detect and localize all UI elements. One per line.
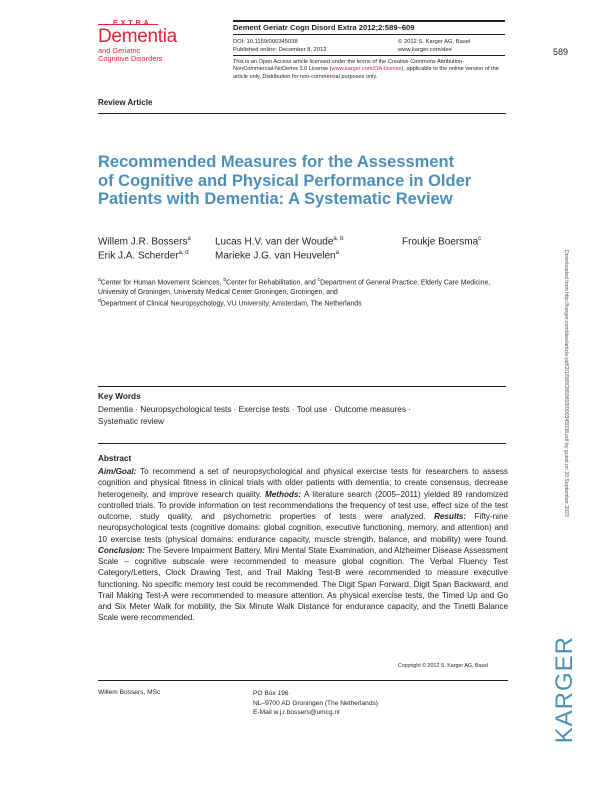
copyright-header: © 2012 S. Karger AG, Basel [398,39,471,45]
author-name: Erik J.A. Scherder [98,250,179,262]
article-type: Review Article [98,98,153,107]
author-affil: a, b [333,236,344,242]
abstract-text-aim: To recommend a set of neuropsychological and physical exercise tests for researchers to assess cognition and physical fitness in clinical trials with older patients with dementia; to create consensus, decrease heterogeneity, and improve research quality. [98,467,508,499]
open-access-text: This is an Open Access article licensed under the terms of the Creative Commons Attribution-NonCommercial-NoDerivs 3.0 License ( [233,59,465,73]
author-line-1c [402,236,481,247]
article-type-rule [98,113,506,114]
footer-rule [98,680,508,681]
author-line-1b [215,236,343,247]
doi: DOI: 10.1159/000345038 [233,39,298,45]
abstract-label-results: Results: [434,512,467,521]
author-line-2b [215,250,339,261]
author-affil: c [478,236,482,242]
open-access-notice [233,59,505,81]
abstract-label-aim: Aim/Goal: [98,467,137,476]
download-notice: Downloaded from http://karger.com/dee/article-pdf/2/1/589/2859803/000345038.pdf by guest on 20 September 2023 [563,250,569,517]
keywords-line2: Systematic review [98,416,164,426]
keywords-rule [98,386,506,387]
logo-subtitle-line1: and Geriatric [98,46,141,55]
published-date: Published online: December 8, 2012 [233,47,327,53]
abstract-label-conclusion: Conclusion: [98,545,145,555]
abstract-text-conclusion: The Severe Impairment Battery, Mini Mental State Examination, and Alzheimer Disease Assessment Scale – cognitive subscale were recommended to measure global cognition. The Verbal Fluency Test Category/Letters, Clock Drawing Test, and Trail Making Test-B were recommended to measure executive functioning. No specific memory test could be recommended. The Digit Span Forward, Digit Span Backward, and Trail Making Test-A were recommended to measure attention. As physical exercise tests, the Timed Up and Go and Six Meter Walk for mobility, the Six Minute Walk Distance for endurance capacity, and the Tinetti Balance Scale were recommended. [98,545,508,623]
journal-logo-title: Dementia [98,26,177,47]
title-line3: Patients with Dementia: A Systematic Review [98,190,453,208]
logo-divider [98,24,158,25]
abstract-label-methods: Methods: [265,489,302,499]
address-line1: PO Box 196 [253,690,289,697]
header-rule [233,34,505,35]
logo-subtitle-line2: Cognitive Disorders [98,54,163,63]
abstract-text-results: Fifty-nine neuropsychological tests (cognitive domains: global cognition, executive functioning, memory, and attention) and 10 exercise tests (physical domains: endurance capacity, muscle strength, balance, and mobility) were found. [98,512,508,544]
author-name: Froukje Boersma [402,236,479,248]
license-link[interactable]: www.karger.com/OA-license [331,66,402,73]
author-affil: a [187,236,191,242]
author-name: Lucas H.V. van der Woude [215,236,334,248]
author-affil: a, d [178,250,189,256]
correspondence-address [253,689,378,718]
journal-logo-subtitle [98,47,163,63]
author-name: Willem J.R. Bossers [98,236,188,248]
publisher-logo: KARGER [551,636,578,744]
author-line-2 [98,250,189,261]
abstract-body [98,466,508,624]
author-line-1 [98,236,191,247]
abstract-heading: Abstract [98,454,132,463]
page-number: 589 [553,47,569,57]
keywords-list [98,404,478,427]
journal-reference: Dement Geriatr Cogn Disord Extra 2012;2:589–609 [233,23,415,32]
header-top-rule [233,20,505,22]
journal-website[interactable]: www.karger.com/dee [398,47,452,53]
affil-sup: d [98,298,101,305]
affil-text: Department of Clinical Neuropsychology, VU University, Amsterdam, The Netherlands [100,300,362,308]
article-title [98,153,518,209]
affiliations [98,276,518,309]
affil-sup: c [317,277,321,283]
address-line2: NL–9700 AD Groningen (The Netherlands) [253,699,378,707]
abstract-rule [98,443,506,444]
author-name: Marieke J.G. van Heuvelen [215,250,336,262]
affil-text: Department of General Practice, Elderly Care Medicine, University of Groningen, University Medical Center Groningen, Groningen, and [98,279,491,296]
keywords-line1: Dementia · Neuropsychological tests · Exercise tests · Tool use · Outcome measures · [98,405,411,414]
keywords-heading: Key Words [98,392,141,401]
title-line2: of Cognitive and Physical Performance in Older [98,171,472,190]
affil-sup: b [223,277,227,283]
open-access-text-end: ), applicable to the online version of the article only. Distribution for non-commercial purposes only. [233,66,499,80]
abstract-copyright: Copyright © 2012 S. Karger AG, Basel [398,663,489,669]
email-link[interactable]: E-Mail w.j.r.bossers@umcg.nl [253,709,340,716]
abstract-text-methods: A literature search (2005–2011) yielded 89 randomized controlled trials. To provide information on test recommendations the frequency of test use, effect size of the test outcome, study quality, and psychometric properties of tests were analyzed. [98,489,508,521]
affil-sup: a [98,277,101,283]
affil-text: Center for Rehabilitation, and [226,279,318,287]
header-rule-lower [233,55,505,56]
correspondence-name: Willem Bossers, MSc [98,689,161,696]
author-affil: a [335,250,339,256]
title-line1: Recommended Measures for the Assessment [98,153,455,171]
affil-text: Center for Human Movement Sciences, [100,279,224,287]
